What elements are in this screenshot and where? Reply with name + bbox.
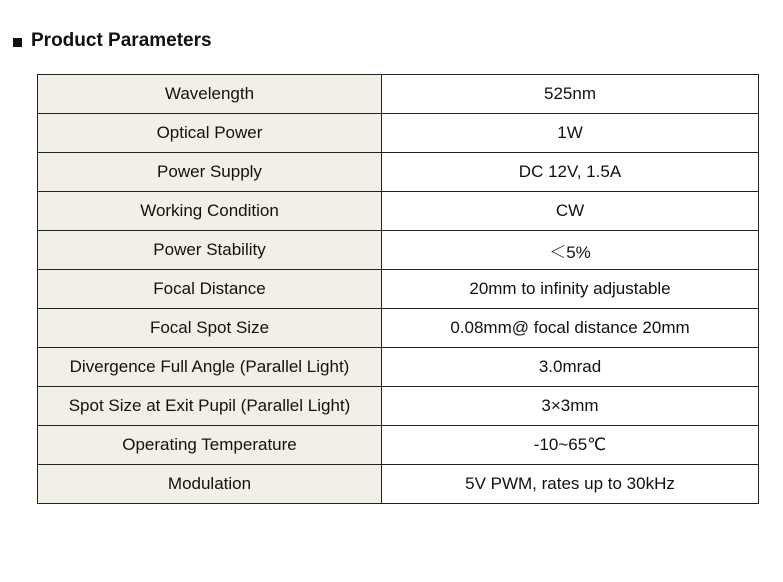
table-row: [38, 270, 759, 309]
table-row: [38, 231, 759, 270]
table-row: [38, 114, 759, 153]
parameter-label: Working Condition: [38, 192, 382, 231]
parameter-label: Optical Power: [38, 114, 382, 153]
table-row: [38, 387, 759, 426]
parameter-label: Divergence Full Angle (Parallel Light): [38, 348, 382, 387]
parameter-label: Focal Distance: [38, 270, 382, 309]
parameter-label: Power Stability: [38, 231, 382, 270]
parameter-value: CW: [382, 192, 759, 231]
section-title: Product Parameters: [31, 30, 212, 51]
section-header: [13, 29, 212, 53]
parameter-value: 3.0mrad: [382, 348, 759, 387]
parameter-label: Wavelength: [38, 75, 382, 114]
table-row: [38, 75, 759, 114]
parameter-value: 525nm: [382, 75, 759, 114]
table-row: [38, 153, 759, 192]
parameter-label: Power Supply: [38, 153, 382, 192]
parameter-value: 3×3mm: [382, 387, 759, 426]
parameter-label: Modulation: [38, 465, 382, 504]
parameter-value: 5V PWM, rates up to 30kHz: [382, 465, 759, 504]
parameter-value: 0.08mm@ focal distance 20mm: [382, 309, 759, 348]
table-row: [38, 192, 759, 231]
parameter-value: 1W: [382, 114, 759, 153]
parameter-value: -10~65℃: [382, 426, 759, 465]
parameter-label: Focal Spot Size: [38, 309, 382, 348]
table-row: [38, 465, 759, 504]
parameter-value: ＜5%: [382, 231, 759, 270]
parameter-value: DC 12V, 1.5A: [382, 153, 759, 192]
table-row: [38, 309, 759, 348]
table-row: [38, 348, 759, 387]
parameter-label: Operating Temperature: [38, 426, 382, 465]
table-row: [38, 426, 759, 465]
square-bullet-icon: [13, 38, 22, 47]
parameter-label: Spot Size at Exit Pupil (Parallel Light): [38, 387, 382, 426]
parameter-value: 20mm to infinity adjustable: [382, 270, 759, 309]
product-parameters-table: [37, 74, 759, 504]
